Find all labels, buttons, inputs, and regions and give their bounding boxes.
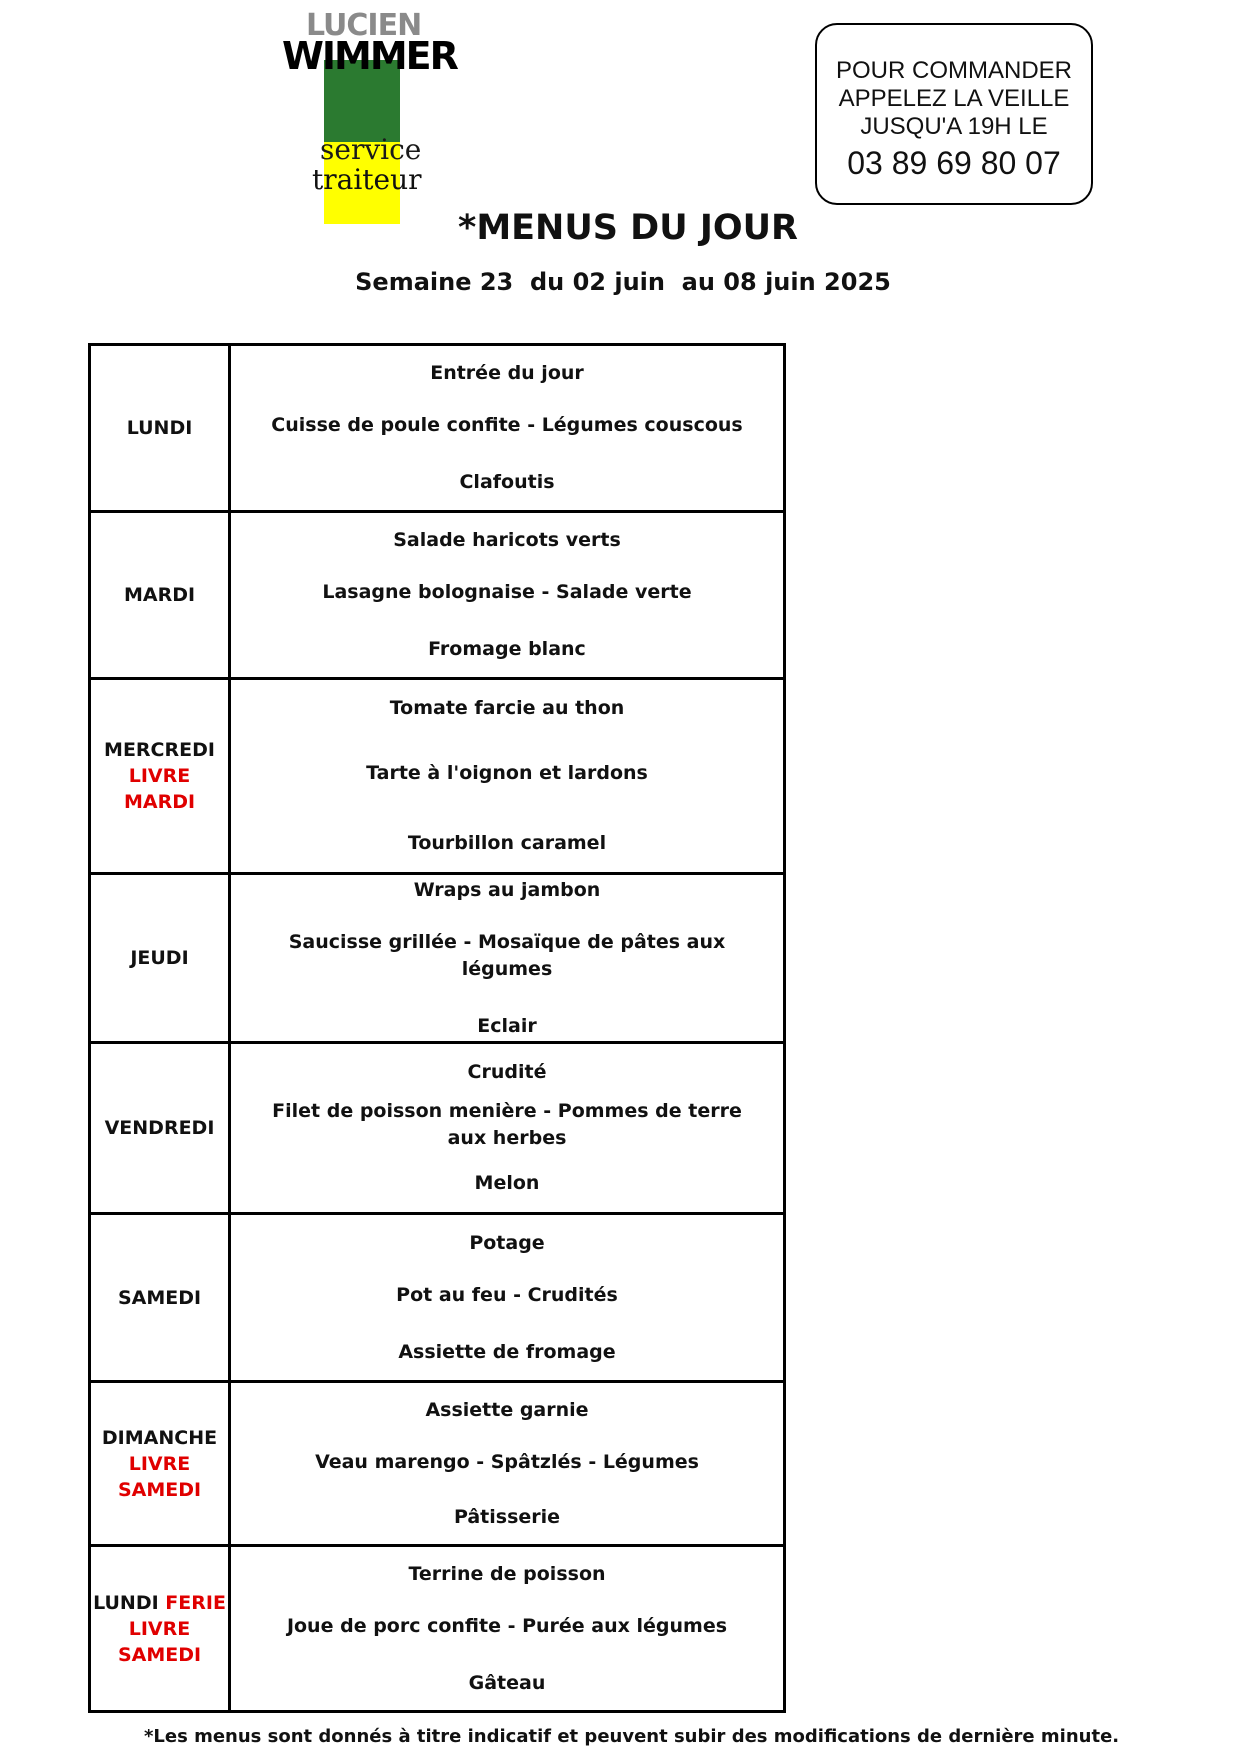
day-label: SAMEDI <box>117 1286 202 1309</box>
dessert: Assiette de fromage <box>398 1340 616 1363</box>
day-cell <box>90 1546 230 1712</box>
day-label: VENDREDI <box>104 1117 215 1139</box>
day-label <box>91 1590 228 1616</box>
day-cell <box>90 1043 230 1214</box>
dishes-cell <box>230 1546 785 1712</box>
page-title <box>0 208 1240 248</box>
order-info-box <box>815 23 1093 205</box>
dishes-cell <box>230 874 785 1043</box>
dessert: Gâteau <box>468 1671 546 1694</box>
menu-row <box>90 1214 785 1382</box>
day-cell <box>90 1214 230 1382</box>
starter: Crudité <box>467 1061 547 1083</box>
day-label: DIMANCHE <box>101 1426 218 1449</box>
starter: Tomate farcie au thon <box>389 697 625 719</box>
main-course: Filet de poisson menière - Pommes de terre aux herbes <box>272 1100 742 1149</box>
dishes-cell <box>230 1382 785 1546</box>
day-label: MARDI <box>123 584 196 606</box>
delivery-note: LIVRE MARDI <box>123 765 196 813</box>
dishes-cell <box>230 345 785 512</box>
delivery-note: LIVRE SAMEDI <box>117 1452 202 1501</box>
logo-lucien: LUCIEN <box>306 8 422 43</box>
main-course: Joue de porc confite - Purée aux légumes <box>286 1614 728 1637</box>
menu-row <box>90 874 785 1043</box>
menu-row <box>90 1546 785 1712</box>
main-course: Cuisse de poule confite - Légumes couscous <box>271 414 743 436</box>
day-cell <box>90 1382 230 1546</box>
starter: Entrée du jour <box>430 362 584 384</box>
dishes-cell <box>230 1214 785 1382</box>
order-phone-number: 03 89 69 80 07 <box>847 145 1061 181</box>
main-course: Tarte à l'oignon et lardons <box>366 762 648 784</box>
dishes-cell <box>230 512 785 679</box>
day-cell <box>90 512 230 679</box>
dishes-cell <box>230 1043 785 1214</box>
main-course: Pot au feu - Crudités <box>396 1283 618 1306</box>
menu-row <box>90 345 785 512</box>
week-subtitle <box>0 268 1240 296</box>
dessert: Eclair <box>477 1014 537 1037</box>
menu-row <box>90 1043 785 1214</box>
delivery-note: LIVRE SAMEDI <box>117 1617 202 1666</box>
starter: Terrine de poisson <box>408 1562 606 1585</box>
order-line-1: POUR COMMANDER <box>835 57 1072 84</box>
dessert: Fromage blanc <box>428 638 586 660</box>
menu-row <box>90 512 785 679</box>
disclaimer-footnote: *Les menus sont donnés à titre indicatif et peuvent subir des modifications de dernière minute. <box>144 1726 1120 1747</box>
logo-wimmer: WIMMER <box>282 34 457 78</box>
starter: Assiette garnie <box>425 1398 589 1421</box>
dessert: Tourbillon caramel <box>407 832 607 854</box>
main-course: Veau marengo - Spâtzlés - Légumes <box>315 1450 699 1473</box>
day-label: MERCREDI <box>104 739 215 761</box>
starter: Wraps au jambon <box>413 878 601 901</box>
order-line-3: JUSQU'A 19H LE <box>860 113 1048 140</box>
main-course: Saucisse grillée - Mosaïque de pâtes aux légumes <box>288 930 726 980</box>
day-label: JEUDI <box>130 947 189 969</box>
dessert: Clafoutis <box>459 471 555 493</box>
logo-traiteur: traiteur <box>312 163 422 196</box>
dessert: Melon <box>474 1172 540 1194</box>
logo-service: service <box>320 133 422 166</box>
order-line-2: APPELEZ LA VEILLE <box>838 85 1070 112</box>
day-label: LUNDI <box>126 417 193 439</box>
week-subtitle-text: Semaine 23 du 02 juin au 08 juin 2025 <box>355 268 891 296</box>
menu-table <box>88 343 786 1713</box>
starter: Salade haricots verts <box>393 529 621 551</box>
day-label-text: LUNDI <box>93 1591 159 1614</box>
day-cell <box>90 679 230 874</box>
dishes-cell <box>230 679 785 874</box>
starter: Potage <box>469 1231 545 1254</box>
main-course: Lasagne bolognaise - Salade verte <box>322 581 692 603</box>
dessert: Pâtisserie <box>453 1505 561 1528</box>
brand-logo <box>280 8 457 218</box>
holiday-note: FERIE <box>165 1591 226 1614</box>
menu-row <box>90 1382 785 1546</box>
page-title-text: *MENUS DU JOUR <box>458 208 798 248</box>
day-cell <box>90 874 230 1043</box>
menu-row <box>90 679 785 874</box>
day-cell <box>90 345 230 512</box>
